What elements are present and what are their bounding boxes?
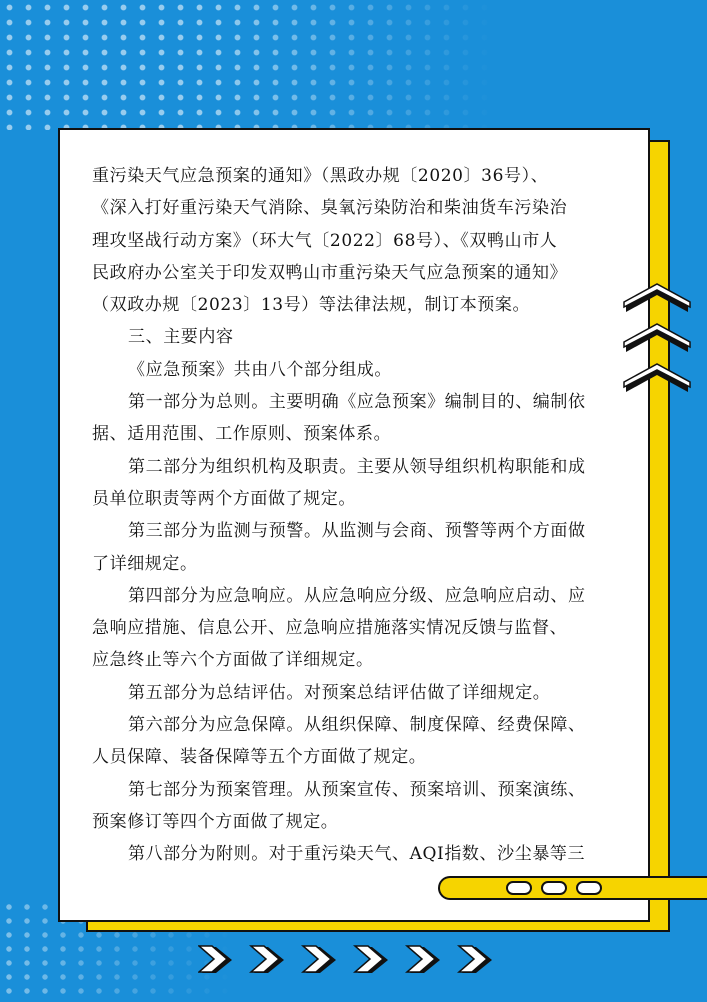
chevron-up-icon	[622, 322, 692, 352]
text-line: 预案修订等四个方面做了规定。	[92, 811, 339, 832]
paragraph-part2: 第二部分为组织机构及职责。主要从领导组织机构职能和成	[128, 456, 586, 477]
chevron-right-icon	[355, 946, 388, 973]
dot-pattern-top	[0, 0, 707, 130]
chevron-up-icon	[622, 362, 692, 392]
paragraph-overview: 《应急预案》共由八个部分组成。	[128, 359, 392, 380]
paragraph-part7: 第七部分为预案管理。从预案宣传、预案培训、预案演练、	[128, 779, 586, 800]
text-line: （双政办规〔2023〕13号）等法律法规，制订本预案。	[92, 295, 531, 316]
chevron-right-icon	[251, 946, 284, 973]
chevron-right-icon	[199, 946, 232, 973]
document-body	[92, 160, 628, 871]
text-line: 《深入打好重污染天气消除、臭氧污染防治和柴油货车污染治	[92, 198, 568, 219]
text-line: 应急终止等六个方面做了详细规定。	[92, 650, 374, 671]
pill-dot	[506, 881, 532, 895]
text-line: 重污染天气应急预案的通知》（黑政办规〔2020〕36号）、	[92, 166, 549, 186]
chevron-right-icon-row	[198, 944, 498, 976]
text-line: 急响应措施、信息公开、应急响应措施落实情况反馈与监督、	[92, 618, 568, 639]
paragraph-part8: 第八部分为附则。对于重污染天气、AQI指数、沙尘暴等三	[128, 844, 586, 865]
chevron-right-icon	[303, 946, 336, 973]
chevron-up-icon	[622, 282, 692, 312]
pill-dot	[576, 881, 602, 895]
text-line: 据、适用范围、工作原则、预案体系。	[92, 424, 392, 445]
text-line: 了详细规定。	[92, 553, 198, 574]
text-line: 员单位职责等两个方面做了规定。	[92, 488, 356, 509]
paragraph-part1: 第一部分为总则。主要明确《应急预案》编制目的、编制依	[128, 392, 586, 413]
section-heading: 三、主要内容	[128, 327, 234, 348]
text-line: 人员保障、装备保障等五个方面做了规定。	[92, 747, 427, 768]
chevron-right-icon	[407, 946, 440, 973]
text-line: 理攻坚战行动方案》（环大气〔2022〕68号）、《双鸭山市人	[92, 230, 558, 251]
paragraph-part3: 第三部分为监测与预警。从监测与会商、预警等两个方面做	[128, 521, 586, 542]
paragraph-part5: 第五部分为总结评估。对预案总结评估做了详细规定。	[128, 682, 551, 703]
yellow-pill	[438, 876, 707, 900]
paragraph-part6: 第六部分为应急保障。从组织保障、制度保障、经费保障、	[128, 715, 586, 736]
paragraph-part4: 第四部分为应急响应。从应急响应分级、应急响应启动、应	[128, 585, 586, 606]
pill-dot	[541, 881, 567, 895]
chevron-right-icon	[459, 946, 492, 973]
text-line: 民政府办公室关于印发双鸭山市重污染天气应急预案的通知》	[92, 262, 568, 283]
